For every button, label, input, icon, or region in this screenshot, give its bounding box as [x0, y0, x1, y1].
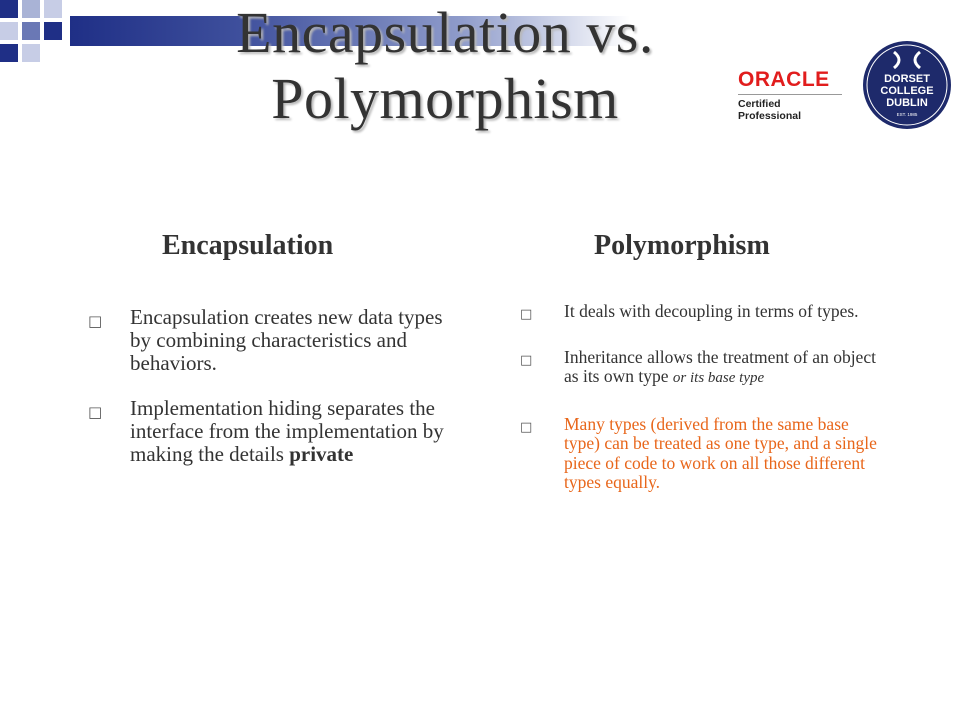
decor-square: [22, 0, 40, 18]
encapsulation-heading: Encapsulation: [162, 230, 334, 261]
decor-square: [0, 22, 18, 40]
hollow-square-bullet-icon: □: [88, 403, 103, 421]
polymorphism-heading: Polymorphism: [594, 230, 770, 261]
decor-square: [44, 22, 62, 40]
dorset-college-logo: [862, 40, 952, 130]
oracle-cert-text: Certified Professional: [738, 98, 802, 122]
decor-square: [0, 44, 18, 62]
oracle-certified-logo: [738, 68, 846, 122]
logo-divider: [738, 94, 842, 95]
slide-title: [150, 0, 740, 132]
title-line-1: Encapsulation vs.: [236, 0, 654, 65]
title-line-2: Polymorphism: [271, 66, 619, 131]
hollow-square-bullet-icon: □: [520, 307, 533, 322]
oracle-brand-text: ORACLE: [738, 68, 830, 91]
hollow-square-bullet-icon: □: [520, 419, 533, 435]
list-item: [520, 348, 885, 389]
list-item-bold-text: private: [289, 442, 354, 466]
hollow-square-bullet-icon: □: [520, 352, 533, 368]
list-item: [88, 306, 450, 375]
dorset-est: EST. 1985: [896, 112, 918, 117]
list-item-italic-text: or its base type: [672, 370, 765, 386]
decor-square: [44, 0, 62, 18]
list-item-text: Encapsulation creates new data types by combining characteristics and behaviors.: [130, 305, 443, 375]
hollow-square-bullet-icon: □: [88, 312, 103, 330]
decor-square: [0, 0, 18, 18]
dorset-line-3: DUBLIN: [886, 97, 928, 109]
list-item: [88, 397, 450, 466]
dorset-line-2: COLLEGE: [880, 85, 934, 97]
list-item-highlighted: [520, 415, 885, 493]
list-item-text: It deals with decoupling in terms of types.: [564, 301, 859, 321]
polymorphism-list: [520, 302, 885, 519]
list-item-text: Implementation hiding separates the interface from the implementation by making the details: [130, 396, 444, 466]
decor-square: [22, 44, 40, 62]
dorset-line-1: DORSET: [884, 73, 930, 85]
list-item: [520, 302, 885, 322]
decor-square: [22, 22, 40, 40]
list-item-text: Inheritance allows the treatment of an object as its own type: [564, 346, 876, 386]
encapsulation-list: [88, 306, 450, 488]
list-item-text: Many types (derived from the same base type) can be treated as one type, and a single piece of code to work on all those different types equally.: [564, 413, 877, 492]
